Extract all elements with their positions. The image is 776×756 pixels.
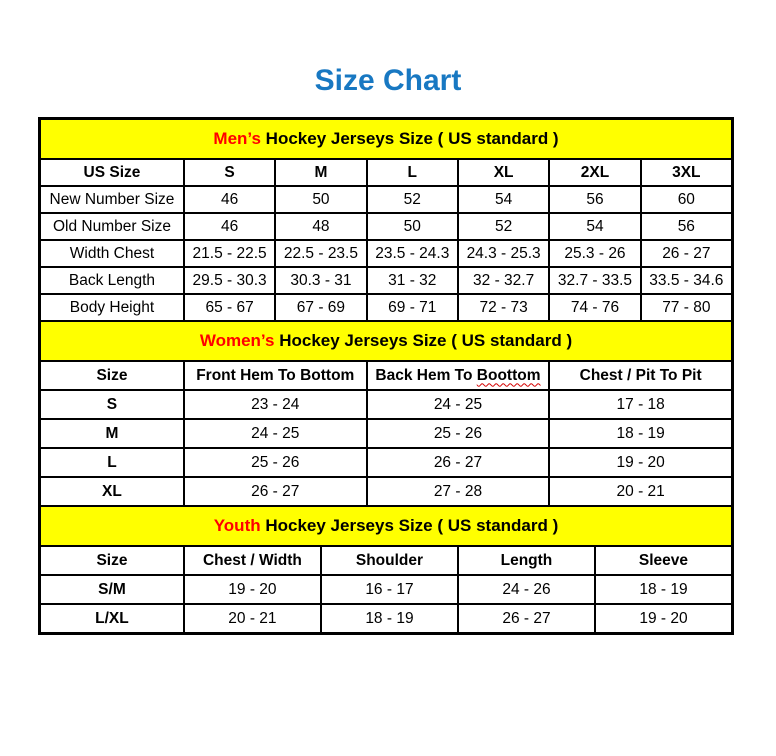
womens-section-title-rest: Hockey Jerseys Size ( US standard ) (274, 331, 573, 350)
row-label: Body Height (40, 294, 184, 321)
table-row (40, 267, 732, 294)
column-header: S (184, 159, 275, 186)
table-row (40, 390, 732, 419)
misspelled-word: Boottom (476, 366, 541, 384)
size-value: 25 - 26 (367, 419, 550, 448)
column-header: Chest / Pit To Pit (549, 361, 732, 390)
column-header: Size (40, 546, 184, 575)
youth-size-table (39, 505, 733, 634)
column-header: Length (458, 546, 595, 575)
size-value: 18 - 19 (595, 575, 732, 604)
size-value: 32 - 32.7 (458, 267, 549, 294)
size-value: 31 - 32 (367, 267, 458, 294)
size-value: 19 - 20 (595, 604, 732, 633)
size-value: 18 - 19 (321, 604, 458, 633)
row-label: Back Length (40, 267, 184, 294)
table-row (40, 477, 732, 506)
size-value: 72 - 73 (458, 294, 549, 321)
size-value: 29.5 - 30.3 (184, 267, 275, 294)
size-value: 67 - 69 (275, 294, 366, 321)
size-value: 24 - 25 (367, 390, 550, 419)
column-header: 3XL (641, 159, 732, 186)
size-value: 46 (184, 186, 275, 213)
size-value: 24.3 - 25.3 (458, 240, 549, 267)
size-value: 26 - 27 (458, 604, 595, 633)
row-label: XL (40, 477, 184, 506)
size-value: 18 - 19 (549, 419, 732, 448)
mens-section-title-highlight: Men’s (213, 129, 261, 148)
womens-column-header-row (40, 361, 732, 390)
column-header: Size (40, 361, 184, 390)
table-row (40, 448, 732, 477)
table-row (40, 213, 732, 240)
size-value: 24 - 25 (184, 419, 367, 448)
size-value: 52 (367, 186, 458, 213)
youth-section-title-rest: Hockey Jerseys Size ( US standard ) (260, 516, 559, 535)
table-row (40, 294, 732, 321)
youth-section-title-highlight: Youth (213, 516, 261, 535)
size-value: 17 - 18 (549, 390, 732, 419)
table-row (40, 575, 732, 604)
youth-section-header (40, 506, 732, 546)
size-value: 26 - 27 (184, 477, 367, 506)
column-header: Chest / Width (184, 546, 321, 575)
size-value: 74 - 76 (549, 294, 640, 321)
youth-column-header-row (40, 546, 732, 575)
table-row (40, 240, 732, 267)
size-value: 20 - 21 (549, 477, 732, 506)
size-value: 48 (275, 213, 366, 240)
size-value: 24 - 26 (458, 575, 595, 604)
row-label: New Number Size (40, 186, 184, 213)
column-header: 2XL (549, 159, 640, 186)
page-title: Size Chart (314, 64, 462, 97)
size-value: 54 (458, 186, 549, 213)
mens-section-header (40, 119, 732, 159)
column-header (367, 361, 550, 390)
size-value: 56 (549, 186, 640, 213)
row-label: S/M (40, 575, 184, 604)
table-row (40, 186, 732, 213)
size-value: 16 - 17 (321, 575, 458, 604)
size-value: 56 (641, 213, 732, 240)
size-value: 33.5 - 34.6 (641, 267, 732, 294)
size-value: 23.5 - 24.3 (367, 240, 458, 267)
size-value: 46 (184, 213, 275, 240)
column-header-text: Back Hem To (375, 366, 477, 384)
size-value: 25.3 - 26 (549, 240, 640, 267)
womens-size-table (39, 320, 733, 507)
size-value: 30.3 - 31 (275, 267, 366, 294)
table-row (40, 419, 732, 448)
size-value: 32.7 - 33.5 (549, 267, 640, 294)
size-value: 22.5 - 23.5 (275, 240, 366, 267)
column-header: M (275, 159, 366, 186)
row-label: L/XL (40, 604, 184, 633)
womens-section-header (40, 321, 732, 361)
row-label: Old Number Size (40, 213, 184, 240)
mens-column-header-row (40, 159, 732, 186)
row-label: Width Chest (40, 240, 184, 267)
youth-section-header-row (40, 506, 732, 546)
column-header: Shoulder (321, 546, 458, 575)
size-value: 26 - 27 (641, 240, 732, 267)
mens-section-title-rest: Hockey Jerseys Size ( US standard ) (260, 129, 559, 148)
size-value: 50 (275, 186, 366, 213)
size-value: 25 - 26 (184, 448, 367, 477)
size-value: 27 - 28 (367, 477, 550, 506)
row-label: S (40, 390, 184, 419)
mens-size-table (39, 118, 733, 322)
column-header: Front Hem To Bottom (184, 361, 367, 390)
table-row (40, 604, 732, 633)
size-value: 23 - 24 (184, 390, 367, 419)
size-value: 65 - 67 (184, 294, 275, 321)
size-value: 20 - 21 (184, 604, 321, 633)
size-value: 77 - 80 (641, 294, 732, 321)
size-value: 54 (549, 213, 640, 240)
column-header: L (367, 159, 458, 186)
column-header: Sleeve (595, 546, 732, 575)
mens-section-header-row (40, 119, 732, 159)
size-value: 21.5 - 22.5 (184, 240, 275, 267)
size-chart-table (38, 117, 734, 635)
size-value: 60 (641, 186, 732, 213)
size-value: 26 - 27 (367, 448, 550, 477)
column-header: XL (458, 159, 549, 186)
size-value: 50 (367, 213, 458, 240)
column-header: US Size (40, 159, 184, 186)
size-chart-page (0, 64, 776, 756)
womens-section-header-row (40, 321, 732, 361)
row-label: L (40, 448, 184, 477)
size-value: 19 - 20 (549, 448, 732, 477)
womens-section-title-highlight: Women’s (199, 331, 275, 350)
row-label: M (40, 419, 184, 448)
size-value: 52 (458, 213, 549, 240)
size-value: 69 - 71 (367, 294, 458, 321)
size-value: 19 - 20 (184, 575, 321, 604)
